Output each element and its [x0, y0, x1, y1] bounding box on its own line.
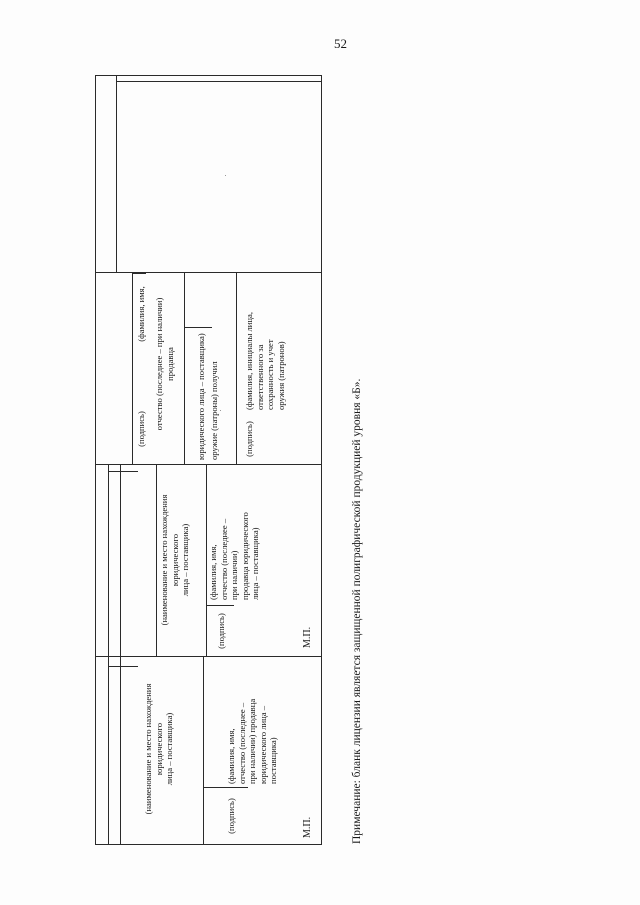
stamp-place: М.П.: [302, 626, 313, 648]
signature-caption: (подпись): [216, 613, 226, 649]
fill-line: [120, 464, 121, 656]
received-line: оружие (патроны) получил: [209, 361, 219, 460]
fill-line: [108, 464, 109, 656]
fill-line: [236, 272, 237, 464]
org-caption: (наименование и место нахождения юридического лица – поставщика): [143, 683, 174, 815]
fill-line: [206, 464, 207, 656]
signature-caption: (подпись): [244, 421, 254, 457]
signature-caption: (подпись): [226, 798, 236, 834]
name-caption: отчество (последнее – при наличии) продавца: [154, 297, 175, 431]
cell-divider: [108, 471, 138, 472]
org-caption: (наименование и место нахождения юридического лица – поставщика): [159, 494, 190, 626]
seller-block-2: [96, 464, 321, 656]
stamp-place: М.П.: [302, 816, 313, 838]
name-caption: (фамилия, имя,: [136, 286, 146, 342]
fill-line: [120, 656, 121, 844]
blank-block: [96, 76, 321, 272]
page-number: 52: [334, 36, 347, 51]
name-caption: (фамилия, имя, отчество (последнее – при наличии) продавца юридического лица – поставщика): [226, 698, 278, 784]
receipt-block: [96, 272, 321, 464]
rotated-license-form: [95, 75, 322, 845]
fill-line: [108, 656, 109, 844]
license-form-table: [95, 75, 322, 845]
signature-caption: (подпись): [136, 411, 146, 447]
fill-line: [156, 464, 157, 656]
fill-line: [132, 272, 133, 464]
fill-line: [116, 76, 117, 272]
seller-block-1: [96, 656, 321, 844]
responsible-caption: (фамилия, инициалы лица, ответственного за сохранность и учет оружия (патронов): [244, 312, 286, 410]
cell-divider: [108, 666, 138, 667]
fill-line: [203, 656, 204, 844]
cell-divider: [132, 273, 146, 274]
cell-divider: [116, 81, 321, 82]
supplier-line: юридического лица – поставщика): [196, 333, 206, 460]
footnote: Примечание: бланк лицензии является защищенной полиграфической продукцией уровня «Б».: [351, 378, 363, 844]
scan-speck: [220, 410, 221, 411]
name-caption: (фамилия, имя, отчество (последнее – при наличии) продавца юридического лица – поставщика): [208, 512, 260, 600]
scan-speck: [225, 175, 226, 176]
fill-line: [184, 272, 185, 464]
